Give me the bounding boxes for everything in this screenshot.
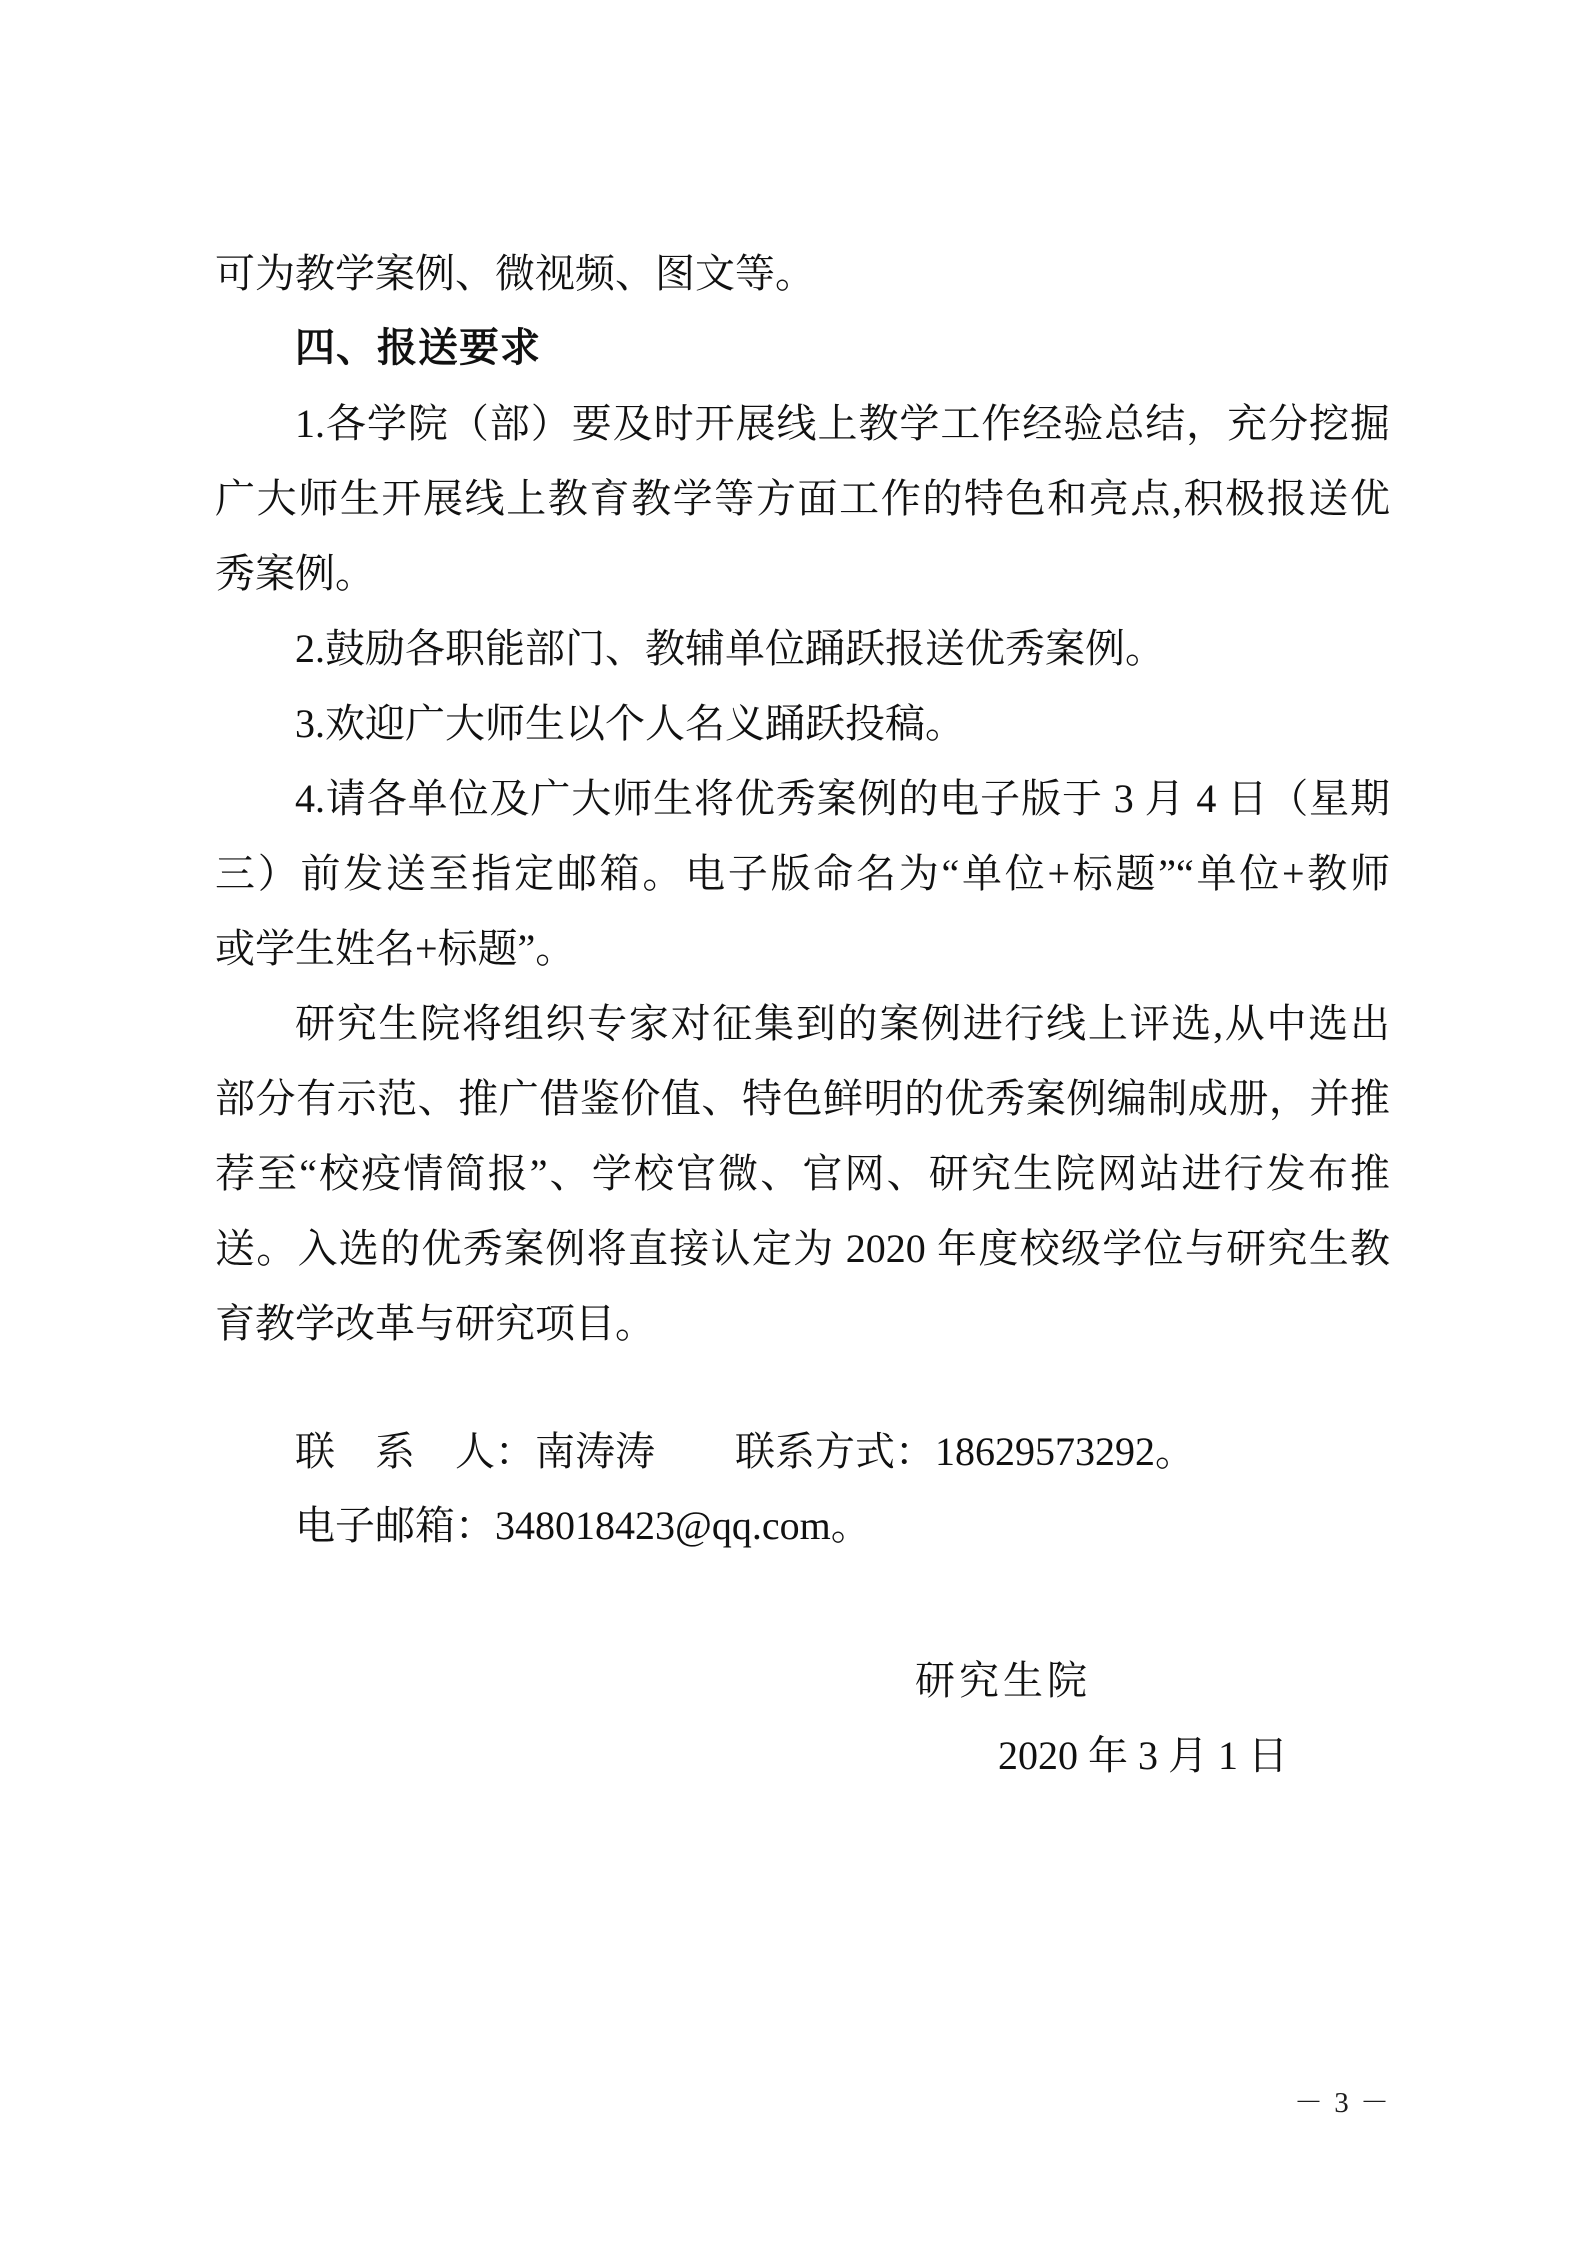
closing-paragraph-line-2: 部分有示范、推广借鉴价值、特色鲜明的优秀案例编制成册，并推 [215, 1076, 1390, 1121]
vertical-spacer [215, 1563, 1390, 1643]
vertical-spacer [215, 1361, 1390, 1416]
closing-paragraph-line-3: 荐至“校疫情简报”、学校官微、官网、研究生院网站进行发布推 [215, 1151, 1390, 1196]
list-item-4-line-1: 4.请各单位及广大师生将优秀案例的电子版于 3 月 4 日（星期 [295, 776, 1390, 821]
closing-paragraph-line-5: 育教学改革与研究项目。 [215, 1301, 655, 1346]
page-number: － 3 － [1294, 2087, 1392, 2119]
list-item-3-line-1: 3.欢迎广大师生以个人名义踊跃投稿。 [295, 701, 965, 746]
contact-person-line: 联 系 人：南涛涛 联系方式：18629573292。 [295, 1429, 1195, 1474]
closing-paragraph-line-1: 研究生院将组织专家对征集到的案例进行线上评选,从中选出 [295, 1001, 1390, 1046]
signature-date-line: 2020 年 3 月 1 日 [998, 1733, 1288, 1778]
section-heading: 四、报送要求 [295, 326, 541, 370]
list-item-1-line-2: 广大师生开展线上教育教学等方面工作的特色和亮点,积极报送优 [215, 476, 1390, 521]
signature-org-line: 研究生院 [915, 1658, 1091, 1703]
list-item-4-line-2: 三）前发送至指定邮箱。电子版命名为“单位+标题”“单位+教师 [215, 851, 1390, 896]
list-item-2-line-1: 2.鼓励各职能部门、教辅单位踊跃报送优秀案例。 [295, 626, 1165, 671]
body-line-continuation: 可为教学案例、微视频、图文等。 [215, 251, 815, 296]
list-item-1-line-1: 1.各学院（部）要及时开展线上教学工作经验总结，充分挖掘 [295, 401, 1390, 446]
list-item-1-line-3: 秀案例。 [215, 551, 375, 596]
contact-email-line: 电子邮箱：348018423@qq.com。 [295, 1503, 871, 1548]
document-body [215, 236, 1390, 1793]
list-item-4-line-3: 或学生姓名+标题”。 [215, 926, 576, 971]
closing-paragraph-line-4: 送。入选的优秀案例将直接认定为 2020 年度校级学位与研究生教 [215, 1226, 1390, 1271]
